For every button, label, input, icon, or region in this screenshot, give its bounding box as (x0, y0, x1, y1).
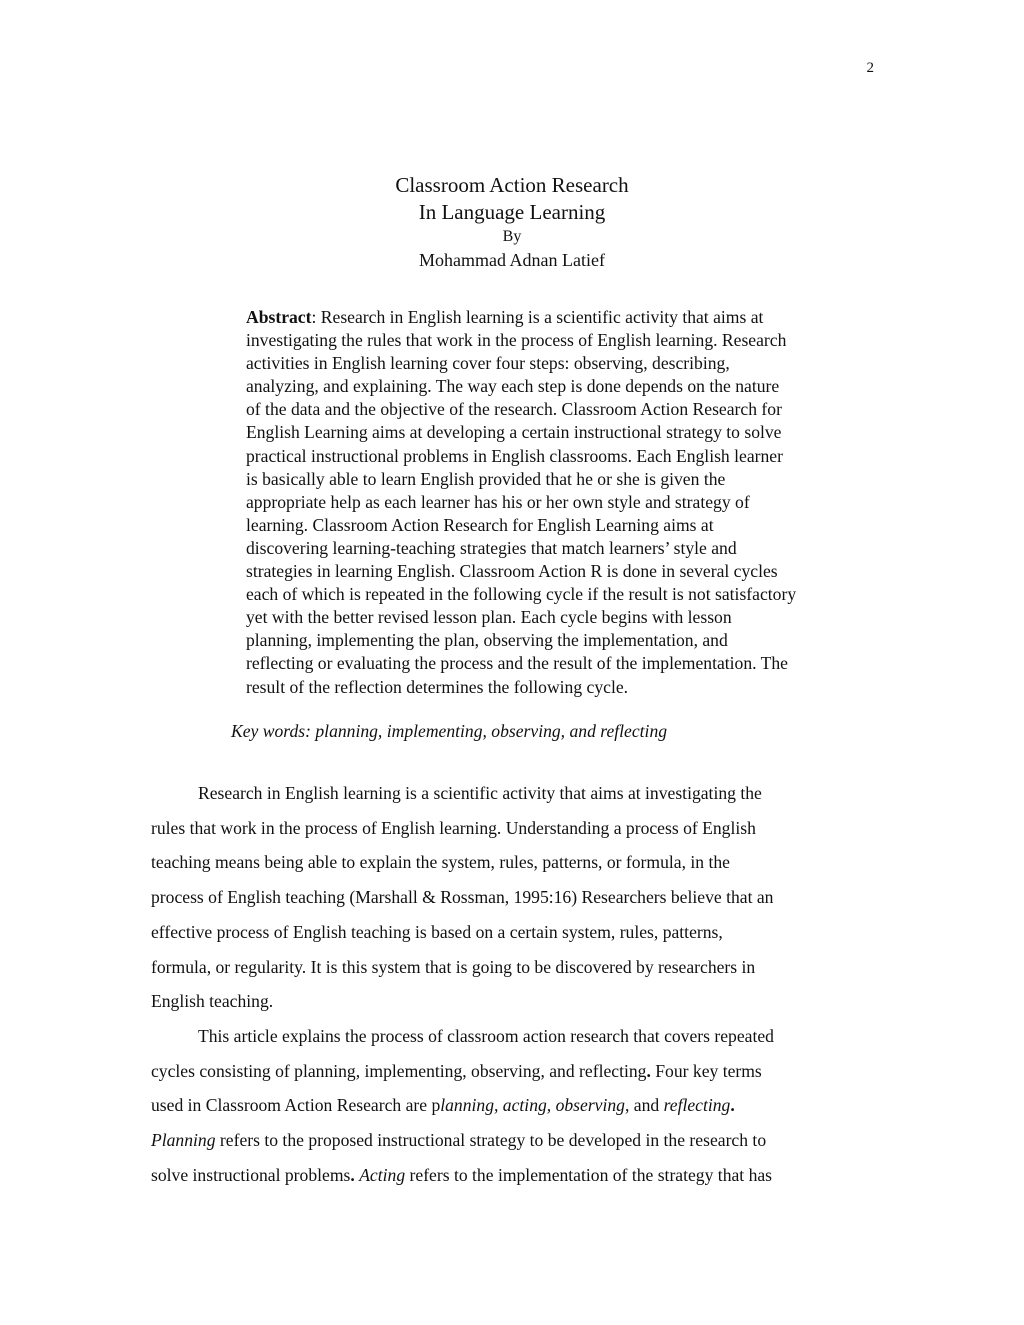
text-run: cycles consisting of planning, implementing, observing, and reflecting (151, 1060, 647, 1081)
text-run: refers to the proposed instructional strategy to be developed in the research to (215, 1130, 767, 1151)
text-run: , and (624, 1095, 664, 1116)
body-text (151, 776, 881, 1192)
bold-period: . (646, 1060, 651, 1081)
abstract-colon: : (311, 307, 317, 327)
abstract-line: strategies in learning English. Classroom Action R is done in several cycles (246, 561, 778, 582)
text-run: Four key terms (650, 1060, 762, 1081)
abstract-line: planning, implementing the plan, observing the implementation, and (246, 630, 728, 651)
italic-term-reflecting: reflecting (663, 1095, 731, 1116)
abstract-line: is basically able to learn English provided that he or she is given the (246, 468, 726, 489)
text-run: used in Classroom Action Research are p (151, 1095, 441, 1116)
paper-title-line-1: Classroom Action Research (395, 173, 629, 197)
body-paragraph-1-line: English teaching. (151, 991, 274, 1012)
abstract-line: result of the reflection determines the following cycle. (246, 676, 629, 697)
abstract-text: Research in English learning is a scientific activity that aims at (316, 307, 764, 327)
italic-term-acting: Acting (359, 1164, 406, 1185)
abstract-line: activities in English learning cover four steps: observing, describing, (246, 353, 730, 374)
body-paragraph-2-line (151, 1088, 881, 1123)
abstract-line: appropriate help as each learner has his or her own style and strategy of (246, 491, 750, 512)
body-paragraph-2-line (151, 1158, 881, 1193)
body-paragraph-1-line: rules that work in the process of English learning. Understanding a process of English (151, 817, 756, 838)
body-paragraph-1-line: process of English teaching (Marshall & Rossman, 1995:16) Researchers believe that an (151, 887, 774, 908)
text-run: solve instructional problems (151, 1164, 351, 1185)
abstract-line: discovering learning-teaching strategies that match learners’ style and (246, 537, 737, 558)
body-paragraph-2-line (151, 1123, 881, 1158)
by-label: By (502, 228, 522, 245)
abstract (246, 306, 878, 699)
text-run: refers to the implementation of the strategy that has (405, 1164, 773, 1185)
abstract-line: each of which is repeated in the following cycle if the result is not satisfactory (246, 584, 797, 605)
body-paragraph-1-line: effective process of English teaching is based on a certain system, rules, patterns, (151, 921, 723, 942)
abstract-line: reflecting or evaluating the process and the result of the implementation. The (246, 653, 788, 674)
abstract-line: learning. Classroom Action Research for English Learning aims at (246, 514, 714, 535)
abstract-line: practical instructional problems in English classrooms. Each English learner (246, 445, 783, 466)
abstract-line: investigating the rules that work in the process of English learning. Research (246, 330, 787, 351)
body-paragraph-2-line (151, 1054, 881, 1089)
italic-term-planning: Planning (151, 1130, 216, 1151)
abstract-line (246, 306, 878, 329)
keywords: Key words: planning, implementing, observing, and reflecting (231, 721, 668, 741)
abstract-line: English Learning aims at developing a certain instructional strategy to solve (246, 422, 782, 443)
abstract-line: analyzing, and explaining. The way each step is done depends on the nature (246, 376, 780, 397)
author-name: Mohammad Adnan Latief (419, 250, 605, 270)
abstract-label: Abstract (246, 307, 312, 327)
paper-title-line-2: In Language Learning (418, 200, 606, 224)
bold-period: . (350, 1164, 355, 1185)
bold-period: . (730, 1095, 735, 1116)
title-block (0, 172, 1024, 273)
abstract-line: yet with the better revised lesson plan. Each cycle begins with lesson (246, 607, 732, 628)
abstract-line: of the data and the objective of the research. Classroom Action Research for (246, 399, 782, 420)
body-paragraph-1-line: teaching means being able to explain the system, rules, patterns, or formula, in the (151, 852, 730, 873)
italic-term-list: lanning, acting, observing (440, 1095, 625, 1116)
body-paragraph-1-line: Research in English learning is a scientific activity that aims at investigating the (198, 783, 762, 803)
body-paragraph-2-line: This article explains the process of classroom action research that covers repeated (198, 1025, 774, 1046)
page-number: 2 (866, 60, 874, 76)
body-paragraph-1-line: formula, or regularity. It is this system that is going to be discovered by researchers in (151, 956, 756, 977)
